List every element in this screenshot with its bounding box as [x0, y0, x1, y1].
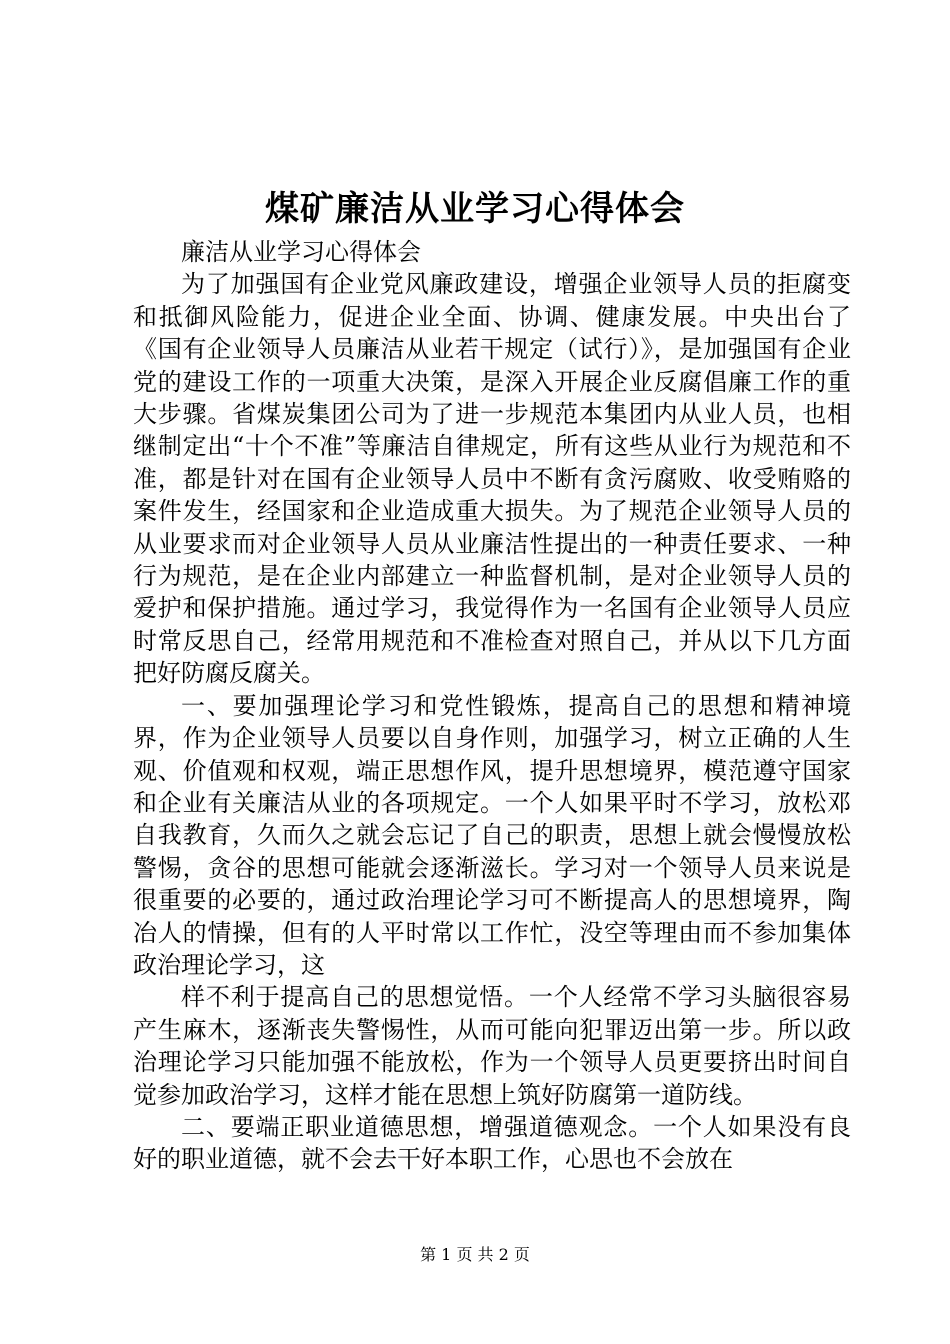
page-number: 第 1 页 共 2 页	[420, 1245, 530, 1264]
document-title: 煤矿廉洁从业学习心得体会	[265, 189, 685, 229]
paragraph-intro: 为了加强国有企业党风廉政建设，增强企业领导人员的拒腐变和抵御风险能力，促进企业全面、协调、健康发展。中央出台了《国有企业领导人员廉洁从业若干规定（试行）》，是加强国有企业党的建设工作的一项重大决策，是深入开展企业反腐倡廉工作的重大步骤。省煤炭集团公司为了进一步规范本集团内从业人员，也相继制定出“十个不准”等廉洁自律规定，所有这些从业行为规范和不准，都是针对在国有企业领导人员中不断有贪污腐败、收受贿赂的案件发生，经国家和企业造成重大损失。为了规范企业领导人员的从业要求而对企业领导人员从业廉洁性提出的一种责任要求、一种行为规范，是在企业内部建立一种监督机制，是对企业领导人员的爱护和保护措施。通过学习，我觉得作为一名国有企业领导人员应时常反思自己，经常用规范和不准检查对照自己，并从以下几方面把好防腐反腐关。	[133, 270, 851, 688]
document-body	[133, 236, 851, 1176]
paragraph-section-two: 二、要端正职业道德思想，增强道德观念。一个人如果没有良好的职业道德，就不会去干好本职工作，心思也不会放在	[133, 1112, 851, 1174]
page-footer	[0, 1244, 950, 1266]
paragraph-section-one: 一、要加强理论学习和党性锻炼，提高自己的思想和精神境界，作为企业领导人员要以自身作则，加强学习，树立正确的人生观、价值观和权观，端正思想作风，提升思想境界，模范遵守国家和企业有关廉洁从业的各项规定。一个人如果平时不学习，放松邓自我教育，久而久之就会忘记了自己的职责，思想上就会慢慢放松警惕，贪谷的思想可能就会逐渐滋长。学习对一个领导人员来说是很重要的必要的，通过政治理论学习可不断提高人的思想境界，陶冶人的情操，但有的人平时常以工作忙，没空等理由而不参加集体政治理论学习，这	[133, 691, 851, 979]
paragraph-section-one-continued: 样不利于提高自己的思想觉悟。一个人经常不学习头脑很容易产生麻木，逐渐丧失警惕性，从而可能向犯罪迈出第一步。所以政治理论学习只能加强不能放松，作为一个领导人员更要挤出时间自觉参加政治学习，这样才能在思想上筑好防腐第一道防线。	[133, 983, 851, 1109]
document-subtitle: 廉洁从业学习心得体会	[181, 238, 421, 266]
